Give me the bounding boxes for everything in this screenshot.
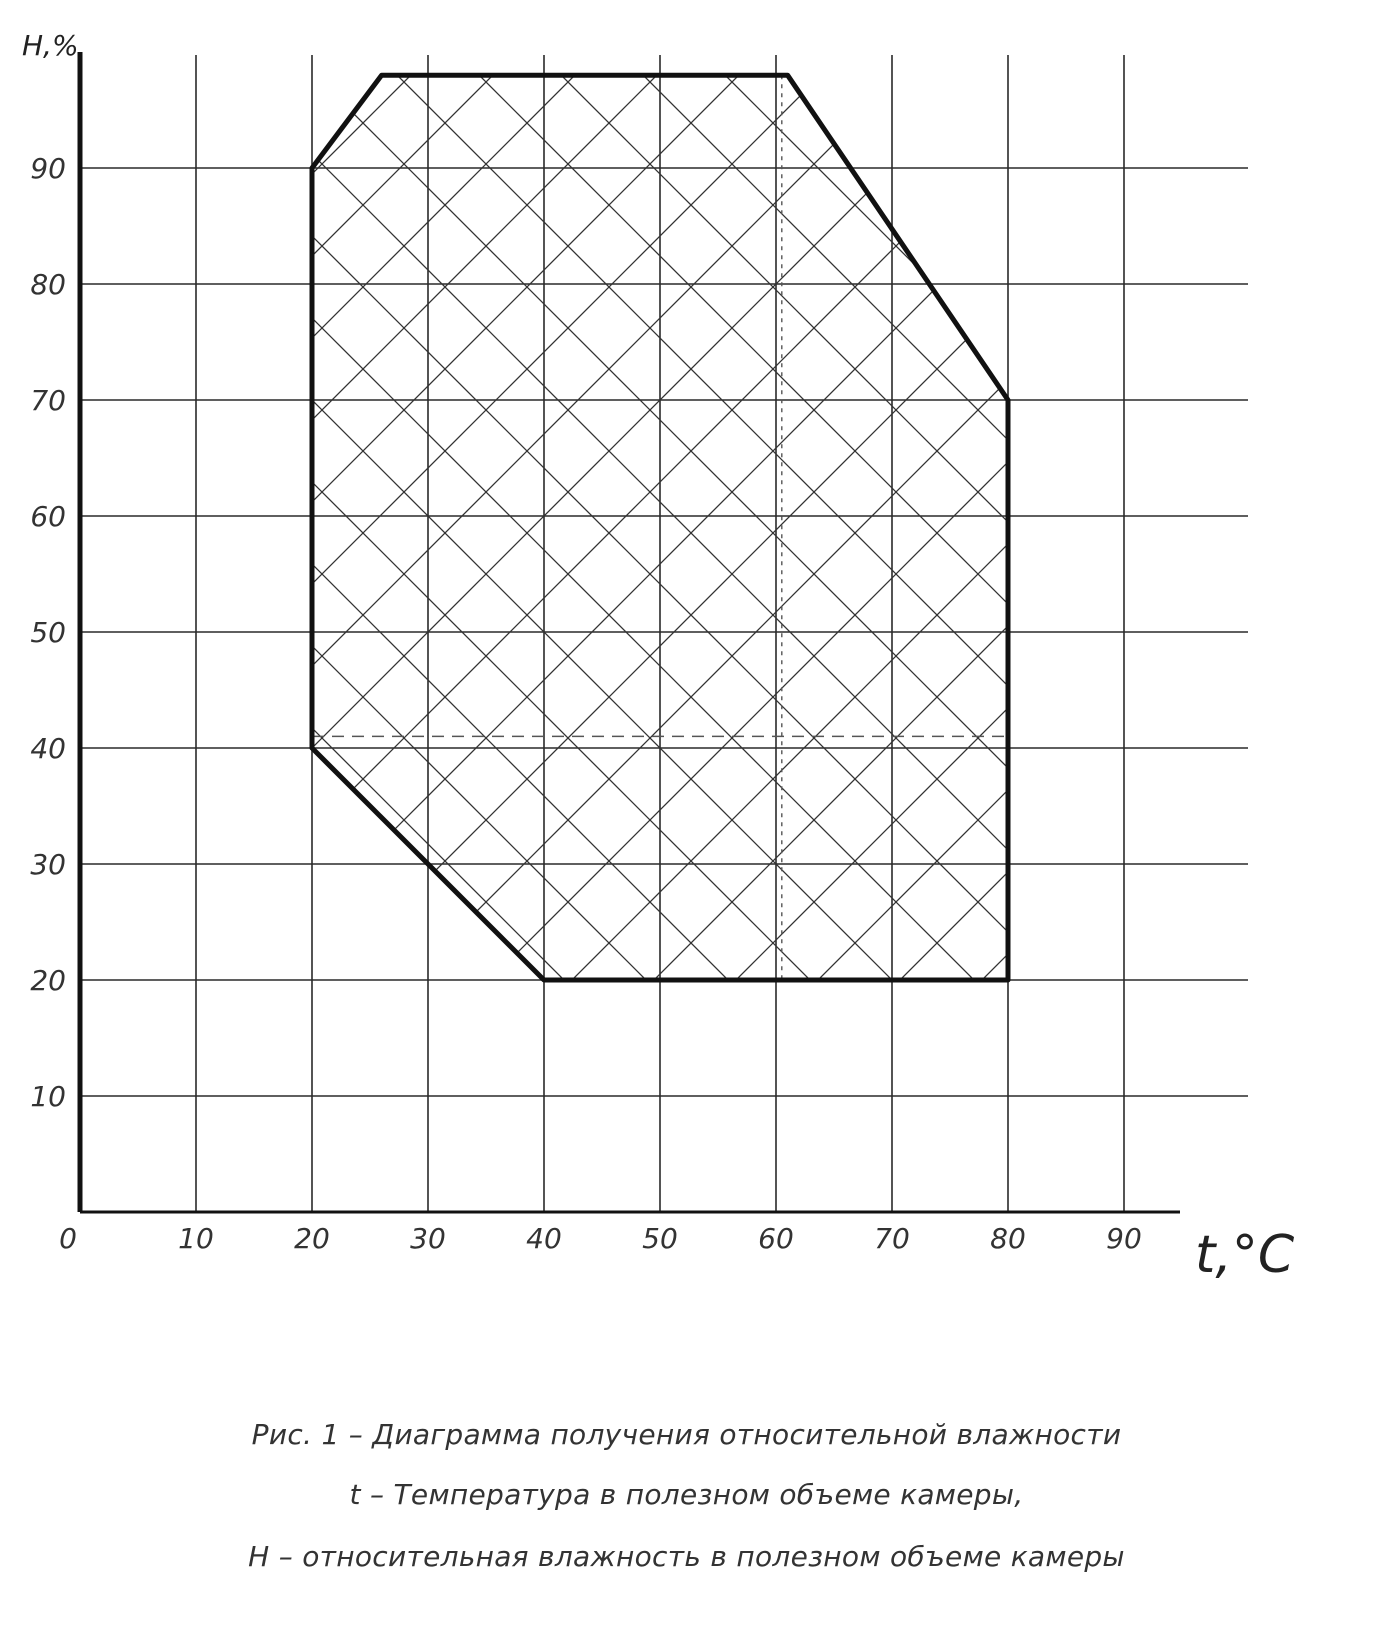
x-tick-label: 70	[874, 1222, 910, 1255]
hatch-line	[234, 0, 1373, 1400]
x-tick-label: 50	[642, 1222, 678, 1255]
y-tick-label: 20	[30, 964, 66, 997]
y-axis-title: H,%	[22, 29, 79, 62]
y-tick-label: 30	[30, 848, 66, 881]
y-tick-label: 80	[30, 268, 66, 301]
hatch-line	[972, 0, 1373, 1400]
hatch-line	[1136, 0, 1373, 1400]
hatch-line	[1224, 0, 1373, 1400]
hatch-line	[0, 0, 656, 1400]
hatch-line	[0, 0, 328, 1400]
y-tick-label: 10	[30, 1080, 66, 1113]
hatch-line	[240, 0, 1373, 1400]
hatch-line	[1060, 0, 1373, 1400]
y-tick-label: 50	[30, 616, 66, 649]
x-tick-label: 0	[59, 1222, 77, 1255]
x-tick-label: 40	[526, 1222, 562, 1255]
hatch-line	[732, 0, 1373, 1400]
hatch-line	[70, 0, 1373, 1400]
hatch-line	[0, 0, 82, 1400]
hatch-line	[0, 0, 738, 1400]
hatch-line	[152, 0, 1373, 1400]
x-axis-title: t,°C	[1195, 1225, 1295, 1285]
hatch-line	[0, 0, 574, 1400]
x-tick-labels	[59, 1222, 1142, 1255]
hatch-line	[896, 0, 1373, 1400]
grid	[80, 55, 1248, 1212]
hatch-line	[650, 0, 1373, 1400]
hatch-line	[404, 0, 1373, 1400]
x-tick-label: 30	[410, 1222, 446, 1255]
hatch-line	[978, 0, 1373, 1400]
x-tick-label: 60	[758, 1222, 794, 1255]
x-tick-label: 10	[178, 1222, 214, 1255]
x-tick-label: 90	[1106, 1222, 1142, 1255]
y-tick-label: 60	[30, 500, 66, 533]
hatch-line	[0, 0, 650, 1400]
caption-t-definition: t – Температура в полезном объеме камеры,	[349, 1478, 1024, 1511]
hatch-line	[1142, 0, 1373, 1400]
hatch-line	[0, 0, 322, 1400]
hatch-line	[890, 0, 1373, 1400]
hatch-line	[316, 0, 1373, 1400]
hatch-line	[0, 0, 240, 1400]
hatch-line	[814, 0, 1373, 1400]
hatch-line	[0, 0, 410, 1400]
hatch-line	[322, 0, 1373, 1400]
hatch-line	[0, 0, 568, 1400]
hatch-line	[562, 0, 1373, 1400]
caption-title: Рис. 1 – Диаграмма получения относительной влажности	[251, 1418, 1122, 1451]
y-tick-label: 90	[30, 152, 66, 185]
hatch-line	[726, 0, 1373, 1400]
hatch-line	[0, 0, 76, 1400]
hatch-line	[158, 0, 1373, 1400]
hatch-line	[0, 0, 486, 1400]
y-tick-label: 70	[30, 384, 66, 417]
y-tick-label: 40	[30, 732, 66, 765]
x-tick-label: 20	[294, 1222, 330, 1255]
hatch-line	[0, 0, 246, 1400]
hatch-line	[0, 0, 404, 1400]
caption-h-definition: H – относительная влажность в полезном объеме камеры	[248, 1540, 1125, 1573]
hatch-line	[486, 0, 1373, 1400]
hatch-line	[0, 0, 492, 1400]
x-tick-label: 80	[990, 1222, 1026, 1255]
hatch-line	[1306, 0, 1373, 1400]
hatch-line	[1054, 0, 1373, 1400]
y-tick-labels	[30, 152, 66, 1113]
hatch-line	[76, 0, 1373, 1400]
